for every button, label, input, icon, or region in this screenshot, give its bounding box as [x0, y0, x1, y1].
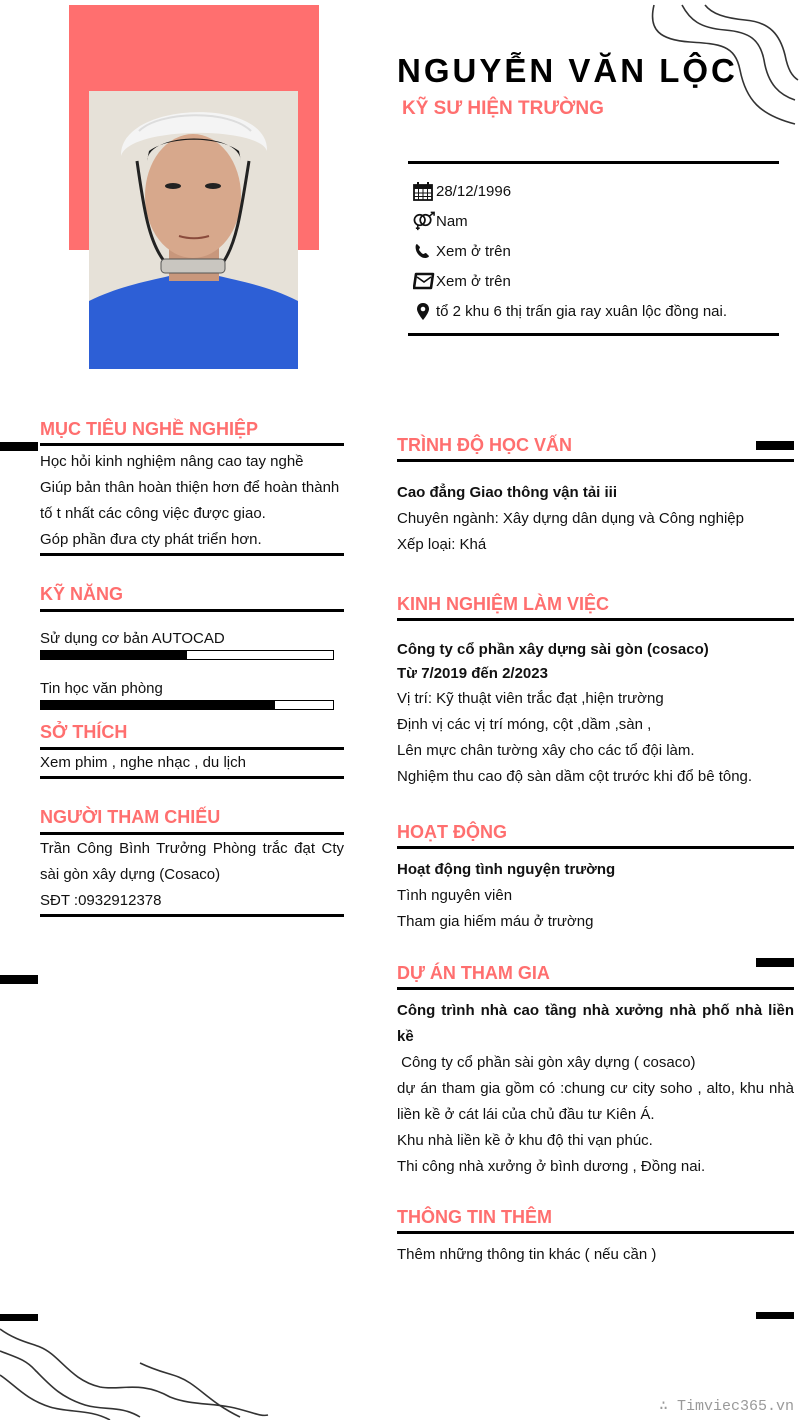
contact-bottom-rule	[408, 333, 779, 336]
experience-line: Vị trí: Kỹ thuật viên trắc đạt ,hiện trường	[397, 690, 664, 707]
experience-line: Lên mực chân tường xây cho các tổ đội làm.	[397, 742, 695, 759]
contact-gender	[413, 206, 793, 236]
section-experience	[397, 593, 794, 790]
references-title: NGƯỜI THAM CHIẾU	[40, 807, 221, 827]
references-bottom-rule	[40, 914, 344, 917]
skill-label: Sử dụng cơ bản AUTOCAD	[40, 630, 225, 647]
phone-value: Xem ở trên	[436, 242, 511, 260]
location-pin-icon	[413, 301, 436, 321]
birthday-value: 28/12/1996	[436, 182, 512, 200]
section-education	[397, 434, 794, 558]
decor-bar-left-2	[0, 975, 38, 984]
contact-top-rule	[408, 161, 779, 164]
objective-line: Góp phần đưa cty phát triển hơn.	[40, 531, 262, 548]
experience-line: Nghiệm thu cao độ sàn dầm cột trước khi đổ bê tông.	[397, 768, 753, 785]
activity-line: Tham gia hiếm máu ở trường	[397, 913, 594, 930]
objective-bottom-rule	[40, 553, 344, 556]
contact-birthday	[413, 176, 793, 206]
skill-progress-fill	[41, 651, 187, 659]
project-line: dự án tham gia gồm có :chung cư city soho , alto, khu nhà liền kề ở cát lái của chủ đầu tư Kiên Á.	[397, 1080, 794, 1123]
wavy-lines-decoration-bottom	[0, 1325, 300, 1420]
email-value: Xem ở trên	[436, 272, 511, 290]
experience-line: Định vị các vị trí móng, cột ,dầm ,sàn ,	[397, 716, 652, 733]
section-hobbies	[40, 721, 344, 779]
experience-title: KINH NGHIỆM LÀM VIỆC	[397, 594, 610, 614]
section-activities	[397, 821, 794, 935]
address-value: tổ 2 khu 6 thị trấn gia ray xuân lộc đồng nai.	[436, 302, 728, 320]
education-school: Cao đẳng Giao thông vận tải iii	[397, 484, 618, 501]
contact-phone	[413, 236, 793, 266]
project-line: Công ty cổ phần sài gòn xây dựng ( cosaco)	[397, 1054, 696, 1071]
skill-progress-fill	[41, 701, 275, 709]
skill-progress-bar	[40, 650, 334, 660]
objective-line: Học hỏi kinh nghiệm nâng cao tay nghề	[40, 453, 304, 470]
objective-title: MỤC TIÊU NGHỀ NGHIỆP	[40, 419, 259, 439]
experience-company: Công ty cổ phần xây dựng sài gòn (cosaco)	[397, 641, 709, 658]
email-icon	[413, 271, 436, 291]
projects-title: DỰ ÁN THAM GIA	[397, 963, 550, 983]
education-major: Chuyên ngành: Xây dựng dân dụng và Công nghiệp	[397, 510, 744, 527]
gender-icon	[413, 211, 436, 231]
section-projects	[397, 962, 794, 1180]
education-grade: Xếp loại: Khá	[397, 536, 487, 553]
watermark: ∴ Timviec365.vn	[658, 1398, 794, 1415]
contact-address	[413, 296, 793, 326]
section-skills	[40, 583, 344, 710]
objective-line: tố t nhất các công việc được giao.	[40, 505, 266, 522]
skill-item	[40, 612, 344, 660]
candidate-role: KỸ SƯ HIỆN TRƯỜNG	[402, 98, 604, 119]
calendar-icon	[413, 181, 436, 201]
experience-period: Từ 7/2019 đến 2/2023	[397, 665, 548, 682]
hobbies-title: SỞ THÍCH	[40, 722, 128, 742]
additional-title: THÔNG TIN THÊM	[397, 1207, 552, 1227]
decor-bar-left-3	[0, 1314, 38, 1321]
contact-email	[413, 266, 793, 296]
section-additional	[397, 1206, 794, 1268]
hobbies-bottom-rule	[40, 776, 344, 779]
profile-photo	[89, 91, 298, 369]
skill-label: Tin học văn phòng	[40, 680, 163, 697]
references-text: Trần Công Bình Trưởng Phòng trắc đạt Cty sài gòn xây dựng (Cosaco)	[40, 840, 344, 883]
skills-title: KỸ NĂNG	[40, 584, 124, 604]
phone-icon	[413, 241, 436, 261]
contact-list	[413, 176, 793, 326]
gender-value: Nam	[436, 212, 468, 230]
skill-item	[40, 660, 344, 710]
section-objective	[40, 418, 344, 556]
section-references	[40, 806, 344, 917]
activity-name: Hoạt động tình nguyện trường	[397, 861, 616, 878]
activity-line: Tình nguyên viên	[397, 887, 513, 904]
additional-text: Thêm những thông tin khác ( nếu cần )	[397, 1246, 657, 1263]
references-phone: SĐT :0932912378	[40, 892, 162, 909]
hobbies-text: Xem phim , nghe nhạc , du lịch	[40, 754, 246, 771]
objective-line: Giúp bản thân hoàn thiện hơn để hoàn thành	[40, 479, 340, 496]
skill-progress-bar	[40, 700, 334, 710]
project-line: Khu nhà liền kề ở khu độ thi vạn phúc.	[397, 1132, 653, 1149]
activities-title: HOẠT ĐỘNG	[397, 822, 507, 842]
decor-bar-left-1	[0, 442, 38, 451]
education-title: TRÌNH ĐỘ HỌC VẤN	[397, 435, 572, 455]
project-name: Công trình nhà cao tầng nhà xưởng nhà phố nhà liền kề	[397, 1002, 794, 1045]
candidate-name: NGUYỄN VĂN LỘC	[397, 52, 738, 89]
project-line: Thi công nhà xưởng ở bình dương , Đồng nai.	[397, 1158, 706, 1175]
decor-bar-right-3	[756, 1312, 794, 1319]
